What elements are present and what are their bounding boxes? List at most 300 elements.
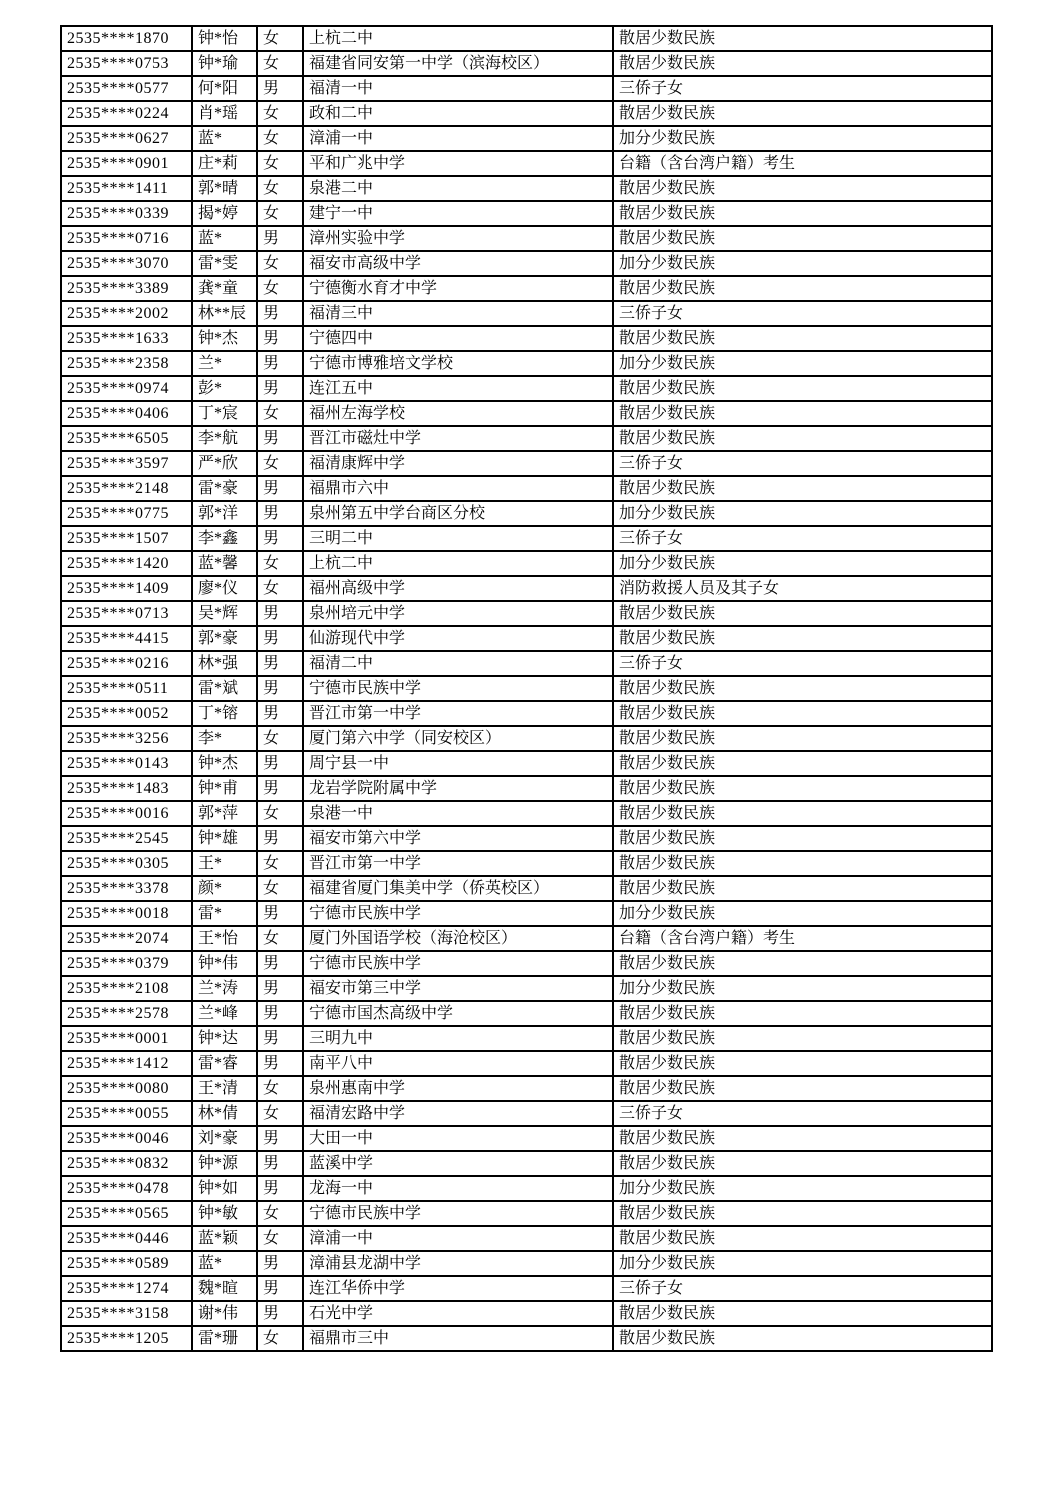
table-row	[61, 626, 992, 651]
cell-name: 何*阳	[192, 76, 257, 101]
cell-id: 2535****0224	[61, 101, 192, 126]
cell-id: 2535****1205	[61, 1326, 192, 1351]
cell-school: 政和二中	[303, 101, 613, 126]
table-row	[61, 301, 992, 326]
cell-school: 福清三中	[303, 301, 613, 326]
cell-id: 2535****0901	[61, 151, 192, 176]
table-row	[61, 501, 992, 526]
cell-school: 福安市第三中学	[303, 976, 613, 1001]
cell-gender: 女	[257, 451, 303, 476]
cell-name: 雷*斌	[192, 676, 257, 701]
cell-id: 2535****0001	[61, 1026, 192, 1051]
cell-name: 郭*豪	[192, 626, 257, 651]
cell-id: 2535****0305	[61, 851, 192, 876]
table-row	[61, 826, 992, 851]
cell-school: 龙岩学院附属中学	[303, 776, 613, 801]
cell-id: 2535****0080	[61, 1076, 192, 1101]
cell-category: 散居少数民族	[613, 1051, 992, 1076]
cell-school: 泉州惠南中学	[303, 1076, 613, 1101]
cell-school: 泉港二中	[303, 176, 613, 201]
table-row	[61, 1126, 992, 1151]
cell-category: 散居少数民族	[613, 776, 992, 801]
cell-name: 钟*伟	[192, 951, 257, 976]
cell-school: 福安市第六中学	[303, 826, 613, 851]
table-row	[61, 801, 992, 826]
cell-name: 蓝*	[192, 126, 257, 151]
table-row	[61, 276, 992, 301]
cell-school: 三明二中	[303, 526, 613, 551]
table-row	[61, 1326, 992, 1351]
cell-category: 散居少数民族	[613, 751, 992, 776]
cell-school: 宁德市民族中学	[303, 901, 613, 926]
cell-id: 2535****0974	[61, 376, 192, 401]
cell-id: 2535****1507	[61, 526, 192, 551]
cell-school: 上杭二中	[303, 26, 613, 51]
cell-gender: 女	[257, 401, 303, 426]
cell-category: 加分少数民族	[613, 1251, 992, 1276]
table-row	[61, 851, 992, 876]
cell-school: 宁德四中	[303, 326, 613, 351]
cell-id: 2535****0775	[61, 501, 192, 526]
cell-gender: 男	[257, 1151, 303, 1176]
cell-school: 厦门外国语学校（海沧校区）	[303, 926, 613, 951]
cell-gender: 女	[257, 576, 303, 601]
cell-category: 散居少数民族	[613, 201, 992, 226]
cell-gender: 女	[257, 101, 303, 126]
cell-category: 散居少数民族	[613, 1151, 992, 1176]
table-row	[61, 476, 992, 501]
candidates-table	[60, 25, 993, 1352]
cell-name: 魏*暄	[192, 1276, 257, 1301]
cell-gender: 女	[257, 176, 303, 201]
cell-name: 钟*瑜	[192, 51, 257, 76]
table-row	[61, 151, 992, 176]
cell-gender: 男	[257, 1026, 303, 1051]
cell-category: 加分少数民族	[613, 1176, 992, 1201]
cell-id: 2535****0753	[61, 51, 192, 76]
cell-id: 2535****0216	[61, 651, 192, 676]
cell-id: 2535****0339	[61, 201, 192, 226]
cell-id: 2535****1411	[61, 176, 192, 201]
cell-school: 大田一中	[303, 1126, 613, 1151]
table-row	[61, 601, 992, 626]
cell-category: 加分少数民族	[613, 976, 992, 1001]
cell-category: 散居少数民族	[613, 726, 992, 751]
cell-category: 散居少数民族	[613, 1076, 992, 1101]
cell-name: 丁*镕	[192, 701, 257, 726]
cell-name: 郭*晴	[192, 176, 257, 201]
table-row	[61, 1051, 992, 1076]
cell-gender: 女	[257, 1101, 303, 1126]
cell-category: 散居少数民族	[613, 626, 992, 651]
cell-gender: 男	[257, 301, 303, 326]
cell-school: 福安市高级中学	[303, 251, 613, 276]
cell-id: 2535****1412	[61, 1051, 192, 1076]
cell-category: 散居少数民族	[613, 1126, 992, 1151]
cell-gender: 男	[257, 1001, 303, 1026]
cell-name: 揭*婷	[192, 201, 257, 226]
cell-gender: 男	[257, 626, 303, 651]
cell-school: 漳浦县龙湖中学	[303, 1251, 613, 1276]
cell-school: 晋江市第一中学	[303, 851, 613, 876]
cell-id: 2535****0713	[61, 601, 192, 626]
cell-id: 2535****2074	[61, 926, 192, 951]
cell-school: 连江五中	[303, 376, 613, 401]
table-row	[61, 251, 992, 276]
cell-gender: 女	[257, 726, 303, 751]
cell-name: 谢*伟	[192, 1301, 257, 1326]
cell-gender: 男	[257, 226, 303, 251]
cell-name: 钟*甫	[192, 776, 257, 801]
cell-gender: 男	[257, 1301, 303, 1326]
cell-name: 王*	[192, 851, 257, 876]
cell-id: 2535****3256	[61, 726, 192, 751]
cell-school: 泉港一中	[303, 801, 613, 826]
cell-name: 钟*杰	[192, 326, 257, 351]
cell-category: 加分少数民族	[613, 251, 992, 276]
table-row	[61, 1276, 992, 1301]
cell-category: 散居少数民族	[613, 851, 992, 876]
cell-name: 庄*莉	[192, 151, 257, 176]
cell-gender: 男	[257, 601, 303, 626]
table-row	[61, 451, 992, 476]
cell-gender: 男	[257, 976, 303, 1001]
cell-gender: 女	[257, 51, 303, 76]
cell-id: 2535****0565	[61, 1201, 192, 1226]
cell-category: 散居少数民族	[613, 426, 992, 451]
cell-gender: 男	[257, 826, 303, 851]
table-row	[61, 226, 992, 251]
cell-category: 三侨子女	[613, 526, 992, 551]
cell-gender: 女	[257, 1326, 303, 1351]
cell-school: 福清一中	[303, 76, 613, 101]
cell-school: 三明九中	[303, 1026, 613, 1051]
cell-gender: 男	[257, 776, 303, 801]
cell-id: 2535****0143	[61, 751, 192, 776]
cell-gender: 男	[257, 376, 303, 401]
cell-id: 2535****2578	[61, 1001, 192, 1026]
cell-gender: 男	[257, 701, 303, 726]
table-row	[61, 76, 992, 101]
cell-gender: 女	[257, 551, 303, 576]
cell-name: 钟*怡	[192, 26, 257, 51]
cell-gender: 女	[257, 1226, 303, 1251]
cell-gender: 男	[257, 426, 303, 451]
cell-school: 福州高级中学	[303, 576, 613, 601]
cell-gender: 男	[257, 526, 303, 551]
table-row	[61, 976, 992, 1001]
cell-id: 2535****2358	[61, 351, 192, 376]
cell-category: 散居少数民族	[613, 826, 992, 851]
cell-school: 平和广兆中学	[303, 151, 613, 176]
cell-category: 散居少数民族	[613, 1226, 992, 1251]
cell-category: 散居少数民族	[613, 1326, 992, 1351]
cell-name: 雷*雯	[192, 251, 257, 276]
cell-name: 丁*宸	[192, 401, 257, 426]
cell-category: 消防救援人员及其子女	[613, 576, 992, 601]
table-row	[61, 51, 992, 76]
cell-id: 2535****1483	[61, 776, 192, 801]
cell-name: 钟*敏	[192, 1201, 257, 1226]
cell-gender: 女	[257, 251, 303, 276]
cell-category: 散居少数民族	[613, 1201, 992, 1226]
cell-category: 加分少数民族	[613, 126, 992, 151]
cell-gender: 女	[257, 1076, 303, 1101]
table-row	[61, 101, 992, 126]
cell-id: 2535****2148	[61, 476, 192, 501]
cell-category: 散居少数民族	[613, 276, 992, 301]
cell-gender: 男	[257, 676, 303, 701]
table-row	[61, 176, 992, 201]
cell-gender: 男	[257, 1276, 303, 1301]
cell-category: 散居少数民族	[613, 601, 992, 626]
cell-school: 连江华侨中学	[303, 1276, 613, 1301]
table-row	[61, 576, 992, 601]
cell-school: 宁德市民族中学	[303, 951, 613, 976]
cell-id: 2535****2108	[61, 976, 192, 1001]
table-row	[61, 551, 992, 576]
cell-gender: 女	[257, 876, 303, 901]
cell-id: 2535****0379	[61, 951, 192, 976]
cell-school: 宁德市民族中学	[303, 1201, 613, 1226]
cell-id: 2535****0016	[61, 801, 192, 826]
cell-category: 台籍（含台湾户籍）考生	[613, 151, 992, 176]
table-row	[61, 1301, 992, 1326]
cell-name: 雷*睿	[192, 1051, 257, 1076]
table-row	[61, 726, 992, 751]
cell-category: 散居少数民族	[613, 1301, 992, 1326]
cell-id: 2535****2002	[61, 301, 192, 326]
cell-gender: 女	[257, 276, 303, 301]
cell-school: 宁德市博雅培文学校	[303, 351, 613, 376]
cell-gender: 男	[257, 951, 303, 976]
cell-name: 廖*仪	[192, 576, 257, 601]
table-row	[61, 751, 992, 776]
table-row	[61, 426, 992, 451]
cell-school: 石光中学	[303, 1301, 613, 1326]
table-row	[61, 701, 992, 726]
table-row	[61, 876, 992, 901]
cell-school: 泉州第五中学台商区分校	[303, 501, 613, 526]
cell-name: 雷*珊	[192, 1326, 257, 1351]
cell-school: 建宁一中	[303, 201, 613, 226]
cell-gender: 女	[257, 1201, 303, 1226]
cell-id: 2535****0046	[61, 1126, 192, 1151]
cell-id: 2535****0018	[61, 901, 192, 926]
cell-id: 2535****0478	[61, 1176, 192, 1201]
cell-id: 2535****0577	[61, 76, 192, 101]
table-row	[61, 901, 992, 926]
cell-id: 2535****3378	[61, 876, 192, 901]
cell-gender: 男	[257, 501, 303, 526]
cell-name: 林**辰	[192, 301, 257, 326]
cell-school: 漳浦一中	[303, 1226, 613, 1251]
cell-name: 兰*峰	[192, 1001, 257, 1026]
cell-school: 晋江市第一中学	[303, 701, 613, 726]
cell-name: 雷*	[192, 901, 257, 926]
cell-school: 福建省同安第一中学（滨海校区）	[303, 51, 613, 76]
cell-id: 2535****6505	[61, 426, 192, 451]
cell-category: 三侨子女	[613, 1276, 992, 1301]
cell-id: 2535****0832	[61, 1151, 192, 1176]
table-row	[61, 776, 992, 801]
cell-name: 刘*豪	[192, 1126, 257, 1151]
cell-id: 2535****1420	[61, 551, 192, 576]
cell-gender: 女	[257, 851, 303, 876]
cell-gender: 女	[257, 201, 303, 226]
cell-name: 李*航	[192, 426, 257, 451]
cell-category: 台籍（含台湾户籍）考生	[613, 926, 992, 951]
cell-name: 钟*如	[192, 1176, 257, 1201]
cell-name: 钟*杰	[192, 751, 257, 776]
cell-id: 2535****3158	[61, 1301, 192, 1326]
cell-gender: 女	[257, 801, 303, 826]
cell-category: 散居少数民族	[613, 701, 992, 726]
table-row	[61, 1101, 992, 1126]
cell-id: 2535****0511	[61, 676, 192, 701]
cell-gender: 女	[257, 926, 303, 951]
cell-category: 加分少数民族	[613, 901, 992, 926]
cell-name: 郭*洋	[192, 501, 257, 526]
cell-category: 散居少数民族	[613, 801, 992, 826]
cell-id: 2535****4415	[61, 626, 192, 651]
cell-name: 林*倩	[192, 1101, 257, 1126]
cell-category: 散居少数民族	[613, 376, 992, 401]
cell-category: 散居少数民族	[613, 401, 992, 426]
cell-name: 钟*源	[192, 1151, 257, 1176]
cell-category: 三侨子女	[613, 451, 992, 476]
cell-gender: 男	[257, 1251, 303, 1276]
cell-school: 漳浦一中	[303, 126, 613, 151]
cell-school: 晋江市磁灶中学	[303, 426, 613, 451]
cell-name: 彭*	[192, 376, 257, 401]
table-row	[61, 1251, 992, 1276]
cell-school: 南平八中	[303, 1051, 613, 1076]
cell-category: 加分少数民族	[613, 551, 992, 576]
cell-category: 散居少数民族	[613, 951, 992, 976]
table-row	[61, 1151, 992, 1176]
cell-id: 2535****3389	[61, 276, 192, 301]
cell-gender: 男	[257, 651, 303, 676]
cell-school: 福清二中	[303, 651, 613, 676]
cell-gender: 男	[257, 751, 303, 776]
cell-name: 林*强	[192, 651, 257, 676]
cell-id: 2535****0589	[61, 1251, 192, 1276]
cell-gender: 男	[257, 1126, 303, 1151]
cell-gender: 女	[257, 151, 303, 176]
table-row	[61, 526, 992, 551]
table-row	[61, 26, 992, 51]
table-row	[61, 1226, 992, 1251]
cell-name: 雷*豪	[192, 476, 257, 501]
table-row	[61, 676, 992, 701]
cell-gender: 男	[257, 326, 303, 351]
cell-gender: 男	[257, 351, 303, 376]
cell-category: 加分少数民族	[613, 501, 992, 526]
cell-school: 泉州培元中学	[303, 601, 613, 626]
cell-id: 2535****1274	[61, 1276, 192, 1301]
cell-school: 福清宏路中学	[303, 1101, 613, 1126]
cell-category: 散居少数民族	[613, 226, 992, 251]
cell-name: 李*	[192, 726, 257, 751]
cell-school: 福鼎市六中	[303, 476, 613, 501]
cell-gender: 男	[257, 76, 303, 101]
cell-school: 上杭二中	[303, 551, 613, 576]
cell-category: 三侨子女	[613, 76, 992, 101]
table-row	[61, 651, 992, 676]
cell-id: 2535****0055	[61, 1101, 192, 1126]
table-row	[61, 1076, 992, 1101]
cell-category: 散居少数民族	[613, 876, 992, 901]
cell-school: 厦门第六中学（同安校区）	[303, 726, 613, 751]
cell-category: 三侨子女	[613, 651, 992, 676]
table-row	[61, 126, 992, 151]
cell-school: 宁德市民族中学	[303, 676, 613, 701]
cell-name: 兰*	[192, 351, 257, 376]
cell-school: 蓝溪中学	[303, 1151, 613, 1176]
cell-gender: 女	[257, 26, 303, 51]
cell-id: 2535****1633	[61, 326, 192, 351]
cell-gender: 女	[257, 126, 303, 151]
cell-category: 加分少数民族	[613, 351, 992, 376]
table-row	[61, 1001, 992, 1026]
cell-name: 王*清	[192, 1076, 257, 1101]
cell-school: 宁德市国杰高级中学	[303, 1001, 613, 1026]
cell-gender: 男	[257, 1176, 303, 1201]
cell-name: 蓝*	[192, 226, 257, 251]
cell-category: 三侨子女	[613, 301, 992, 326]
cell-name: 李*鑫	[192, 526, 257, 551]
cell-category: 散居少数民族	[613, 1026, 992, 1051]
cell-category: 三侨子女	[613, 1101, 992, 1126]
cell-name: 肖*瑶	[192, 101, 257, 126]
cell-id: 2535****0627	[61, 126, 192, 151]
cell-id: 2535****2545	[61, 826, 192, 851]
cell-gender: 男	[257, 476, 303, 501]
table-row	[61, 1201, 992, 1226]
table-row	[61, 1176, 992, 1201]
cell-name: 蓝*	[192, 1251, 257, 1276]
cell-category: 散居少数民族	[613, 101, 992, 126]
cell-category: 散居少数民族	[613, 176, 992, 201]
cell-school: 仙游现代中学	[303, 626, 613, 651]
table-row	[61, 376, 992, 401]
cell-id: 2535****0406	[61, 401, 192, 426]
table-row	[61, 326, 992, 351]
cell-name: 蓝*颖	[192, 1226, 257, 1251]
cell-school: 福建省厦门集美中学（侨英校区）	[303, 876, 613, 901]
table-row	[61, 926, 992, 951]
table-row	[61, 951, 992, 976]
cell-category: 散居少数民族	[613, 676, 992, 701]
cell-name: 严*欣	[192, 451, 257, 476]
cell-school: 福州左海学校	[303, 401, 613, 426]
cell-id: 2535****0446	[61, 1226, 192, 1251]
table-row	[61, 1026, 992, 1051]
cell-category: 散居少数民族	[613, 1001, 992, 1026]
cell-id: 2535****3597	[61, 451, 192, 476]
cell-gender: 男	[257, 1051, 303, 1076]
cell-name: 蓝*馨	[192, 551, 257, 576]
cell-gender: 男	[257, 901, 303, 926]
cell-category: 散居少数民族	[613, 326, 992, 351]
cell-name: 吴*辉	[192, 601, 257, 626]
cell-school: 龙海一中	[303, 1176, 613, 1201]
cell-id: 2535****0716	[61, 226, 192, 251]
cell-name: 郭*萍	[192, 801, 257, 826]
cell-name: 钟*雄	[192, 826, 257, 851]
cell-id: 2535****3070	[61, 251, 192, 276]
